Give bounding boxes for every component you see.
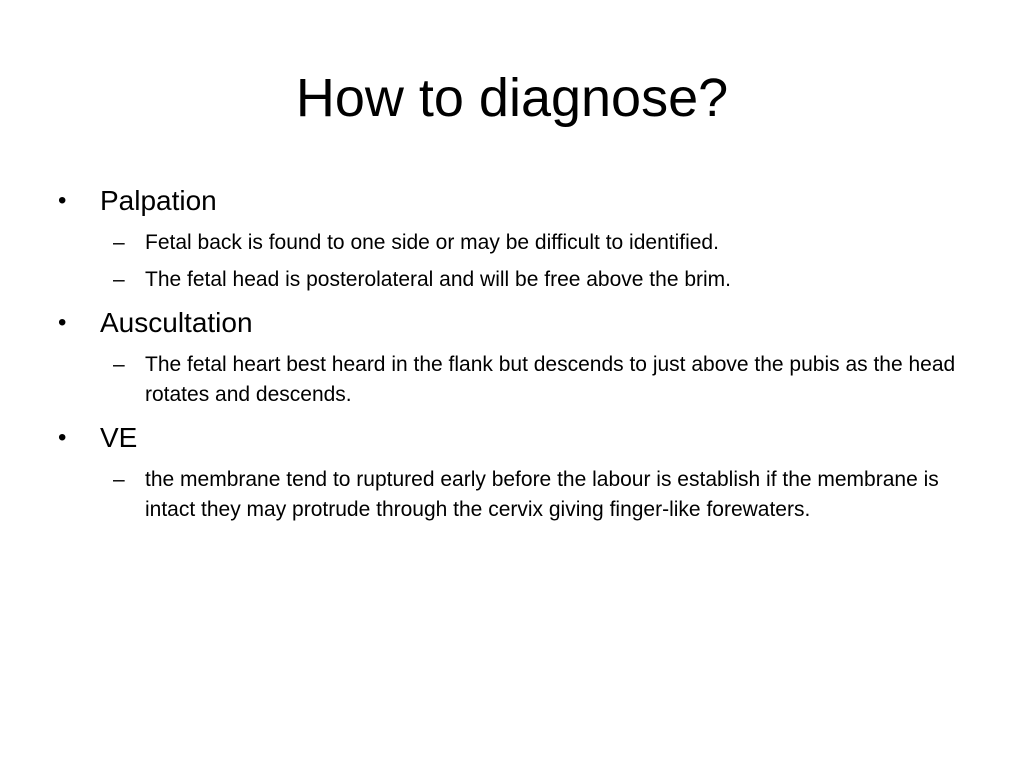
sub-bullet [58,228,958,258]
bullet-text: Auscultation [100,307,253,338]
sub-bullet-text: The fetal head is posterolateral and will be free above the brim. [145,268,732,291]
sub-bullet [58,265,958,295]
bullet-text: Palpation [100,185,217,216]
sub-list-auscultation [58,350,958,410]
dash-icon: – [113,231,125,254]
dash-icon: – [113,353,125,376]
bullet-auscultation [58,302,958,344]
slide-content [58,180,958,532]
sub-list-palpation [58,228,958,295]
bullet-dot-icon: • [58,424,67,451]
bullet-dot-icon: • [58,187,67,214]
sub-bullet-text: The fetal heart best heard in the flank but descends to just above the pubis as the head rotates and descends. [145,353,956,406]
bullet-dot-icon: • [58,309,67,336]
sub-bullet [58,465,958,525]
sub-list-ve [58,465,958,525]
dash-icon: – [113,468,125,491]
sub-bullet [58,350,958,410]
sub-bullet-text: Fetal back is found to one side or may be difficult to identified. [145,231,719,254]
slide-title: How to diagnose? [295,68,729,128]
dash-icon: – [113,268,125,291]
bullet-text: VE [100,422,138,453]
bullet-ve [58,417,958,459]
sub-bullet-text: the membrane tend to ruptured early before the labour is establish if the membrane is intact they may protrude through the cervix giving finger-like forewaters. [145,468,939,521]
bullet-palpation [58,180,958,222]
